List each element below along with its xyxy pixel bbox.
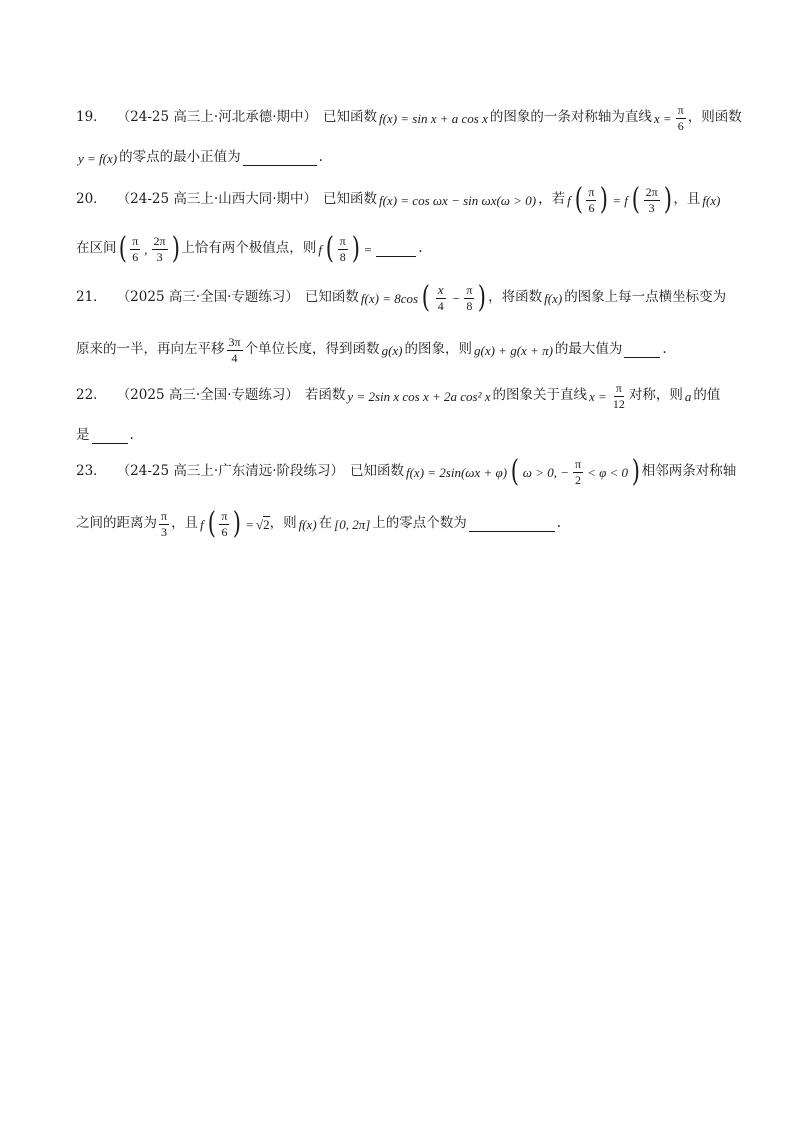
fraction-numerator: π [221,508,228,523]
question-text: 是 [76,427,90,444]
math-expression: f(x) [298,516,317,532]
left-paren-icon: ( [325,231,334,266]
math-expression: < φ < 0 [587,464,629,480]
fraction-denominator: 8 [466,298,473,313]
fraction-numerator: π [339,233,346,248]
right-paren-icon: ) [663,182,672,217]
question-text: 对称，则 [628,387,683,404]
fraction-denominator: 4 [231,350,238,365]
fraction-numerator: π [132,233,139,248]
question-20-line-2 [76,229,738,269]
fraction [227,336,243,364]
answer-blank[interactable] [376,242,416,257]
math-expression: x = [589,388,607,404]
fraction [676,104,686,132]
right-paren-icon: ) [351,231,360,266]
left-paren-icon: ( [207,506,216,541]
math-expression: x = [653,110,672,126]
question-number: 21． [76,289,107,306]
math-expression: ω > 0, − [522,464,569,480]
question-text: 的图象，则 [404,341,472,358]
fraction [130,235,140,263]
fraction-numerator: π [588,184,595,199]
math-expression: y = 2sin x cos x + 2a cos² x [347,388,491,404]
fraction-denominator: 3 [161,524,168,539]
question-number: 20． [76,191,107,208]
math-expression: f(x) [702,192,721,208]
fraction-numerator: x [437,282,444,298]
question-end: . [129,427,134,444]
question-text: 已知函数 [322,109,377,126]
question-text: ，且 [673,191,701,208]
question-end: . [418,240,423,257]
fraction [573,458,583,486]
math-operator: − [451,290,461,306]
fraction-numerator: π [466,282,473,297]
fraction-denominator: 6 [132,249,139,264]
question-text: 的图象关于直线 [492,387,588,404]
right-paren-icon: ) [600,182,609,217]
question-text: 的最大值为 [554,341,623,358]
answer-blank[interactable] [243,151,317,166]
left-paren-icon: ( [118,231,127,266]
radicand: 2 [263,516,270,532]
math-expression: = [363,241,373,257]
fraction-numerator: π [677,102,684,117]
question-text: 相邻两条对称轴 [641,463,737,480]
fraction-denominator: 3 [156,249,163,264]
fraction [464,284,474,312]
fraction-denominator: 12 [612,396,625,411]
math-expression: f(x) = cos ωx − sin ωx(ω > 0) [378,192,537,208]
question-source: （24-25 高三上·河北承德·期中） [116,109,317,126]
fraction [434,283,448,312]
question-text: ，则函数 [687,109,742,126]
answer-blank[interactable] [624,343,660,358]
question-text: 在区间 [76,240,117,257]
left-paren-icon: ( [574,182,583,217]
question-number: 19． [76,109,107,126]
answer-blank[interactable] [92,429,128,444]
right-paren-icon: ) [171,231,180,266]
fraction-denominator: 4 [437,299,444,314]
fraction-numerator: π [161,508,168,523]
question-text: 在 [318,515,333,532]
question-22-line-1 [76,376,738,416]
fraction-denominator: 2 [575,472,582,487]
fraction-numerator: 3π [228,334,241,349]
fraction [152,235,168,263]
right-paren-icon: ) [631,454,641,489]
question-text: 已知函数 [349,463,404,480]
math-expression: g(x) [381,342,403,358]
fraction-numerator: π [615,380,622,395]
math-expression: f(x) = 8cos [360,290,419,306]
question-21-line-1 [76,278,738,318]
question-end: . [662,341,667,358]
question-end: . [318,149,323,166]
left-paren-icon: ( [631,182,640,217]
fraction-numerator: π [575,456,582,471]
question-text: ，将函数 [488,289,543,306]
question-21-line-2 [76,330,738,370]
question-source: （2025 高三·全国·专题练习） [116,387,299,404]
math-expression: f(x) [544,290,563,306]
question-text: 若函数 [304,387,346,404]
right-paren-icon: ) [478,280,487,315]
question-text: 的图象的一条对称轴为直线 [489,109,652,126]
square-root: √2 [255,516,270,532]
question-text: 的零点的最小正值为 [119,149,241,166]
left-paren-icon: ( [421,280,431,315]
math-expression: f(x) = 2sin(ωx + φ) [405,464,508,480]
math-comma: , [144,241,148,257]
question-source: （24-25 高三上·广东清远·阶段练习） [116,463,344,480]
math-expression: = [245,516,254,532]
question-19-line-2 [76,138,738,178]
fraction [644,186,660,214]
question-text: 个单位长度，得到函数 [244,341,380,358]
question-23-line-2 [76,504,738,544]
fraction-denominator: 3 [648,200,655,215]
question-number: 22． [76,387,107,404]
fraction [338,235,348,263]
math-expression: = f [612,192,628,208]
left-paren-icon: ( [510,454,520,489]
question-text: 的图象上每一点横坐标变为 [564,289,727,306]
right-paren-icon: ) [233,506,242,541]
question-source: （24-25 高三上·山西大同·期中） [116,191,317,208]
question-text: 之间的距离为 [76,515,157,532]
math-expression: f [567,192,571,208]
question-text: ，若 [538,191,566,208]
question-23-line-1 [76,452,738,492]
fraction [586,186,596,214]
fraction-denominator: 6 [677,118,684,133]
math-variable: a [684,388,692,404]
question-text: 上的零点个数为 [372,515,467,532]
math-expression: y = f(x) [78,150,118,166]
question-text: 的值 [693,387,721,404]
fraction [219,510,229,538]
question-19-line-1 [76,98,742,138]
answer-blank[interactable] [469,517,555,532]
question-text: 上恰有两个极值点，则 [181,240,317,257]
fraction-numerator: 2π [153,233,166,248]
question-text: ，且 [171,515,199,532]
question-20-line-1 [76,180,738,220]
fraction-numerator: 2π [645,184,658,199]
math-expression: f [200,516,204,532]
question-text: 原来的一半，再向左平移 [76,341,225,358]
math-expression: f(x) = sin x + a cos x [378,110,488,126]
question-number: 23． [76,463,107,480]
question-text: 已知函数 [322,191,377,208]
fraction-denominator: 6 [221,524,228,539]
math-expression: f [318,241,322,257]
fraction [611,382,627,410]
question-text: ，则 [269,515,297,532]
fraction-denominator: 6 [588,200,595,215]
fraction-denominator: 8 [339,249,346,264]
question-source: （2025 高三·全国·专题练习） [116,289,299,306]
fraction [159,510,169,538]
question-22-line-2 [76,416,738,456]
math-expression: g(x) + g(x + π) [474,342,553,358]
question-text: 已知函数 [304,289,359,306]
math-expression: [0, 2π] [334,516,371,532]
question-end: . [556,515,562,532]
